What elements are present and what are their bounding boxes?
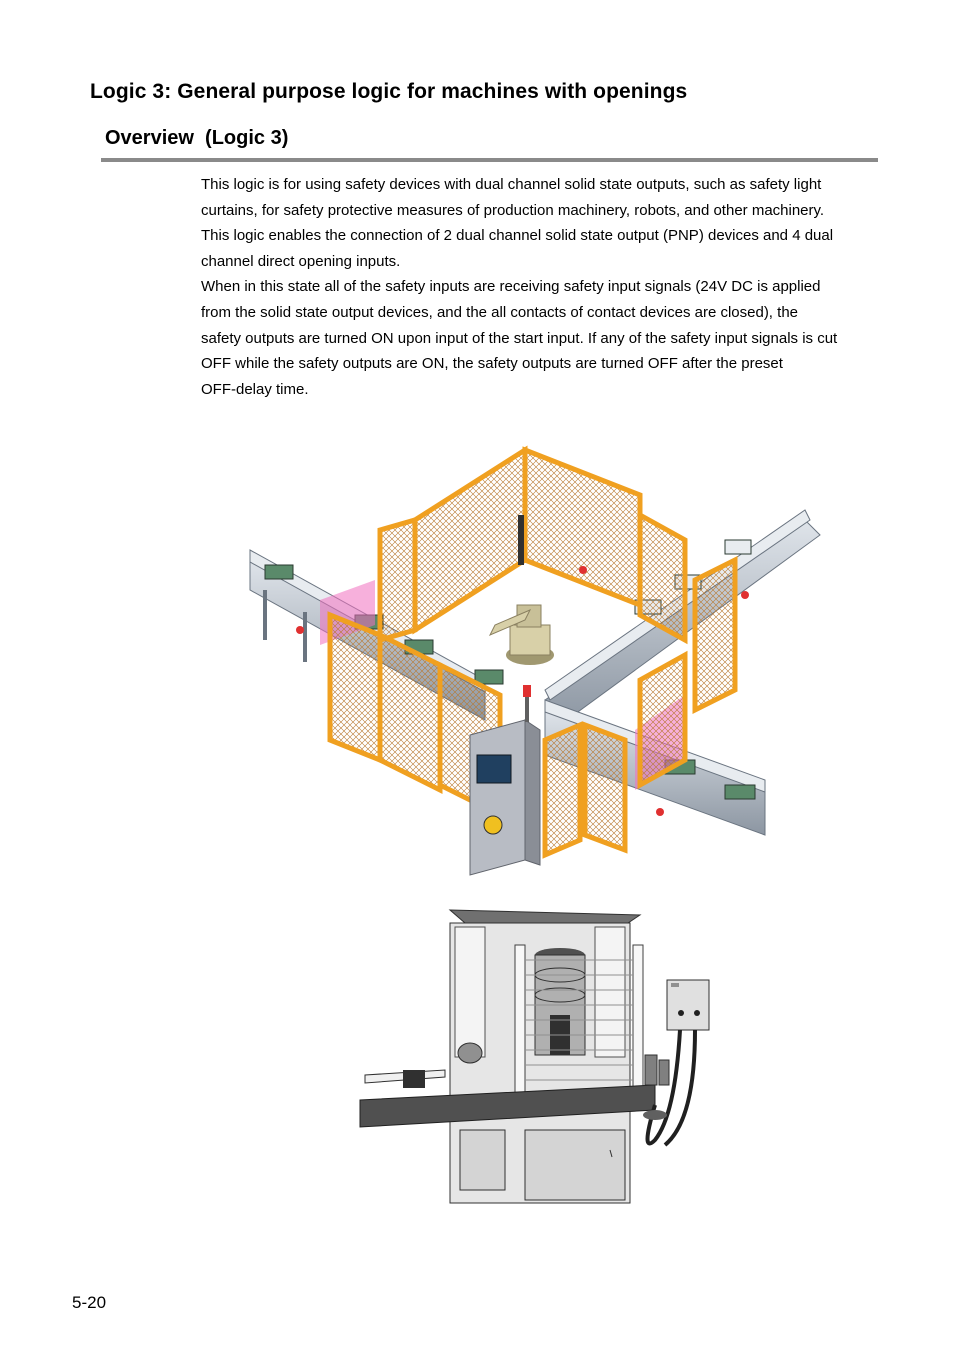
body-line: When in this state all of the safety inputs are receiving safety input signals (24V DC is applied [201,278,821,296]
body-line: This logic enables the connection of 2 dual channel solid state output (PNP) devices and 4 dual [201,227,834,245]
section-heading: Logic 3: General purpose logic for machines with openings [90,80,688,103]
page-number: 5-20 [72,1293,107,1312]
overview-paragraph [201,172,881,402]
control-box [643,980,709,1145]
body-line: OFF while the safety outputs are ON, the safety outputs are turned OFF after the preset [201,355,783,373]
body-line: curtains, for safety protective measures of production machinery, robots, and other machinery. [201,201,825,219]
body-line: from the solid state output devices, and the all contacts of contact devices are closed), the [201,303,798,321]
body-line: OFF-delay time. [201,380,309,398]
overview-subheading: Overview (Logic 3) [105,127,289,149]
rotary-mechanism [535,948,585,1055]
body-line: safety outputs are turned ON upon input of the start input. If any of the safety input signals is cut [201,329,838,347]
robot-cell-illustration [245,440,825,880]
body-line: This logic is for using safety devices with dual channel solid state outputs, such as safety light [201,176,822,193]
enclosed-machine-illustration [355,905,715,1215]
body-line: channel direct opening inputs. [201,252,401,270]
heading-divider [101,158,878,162]
